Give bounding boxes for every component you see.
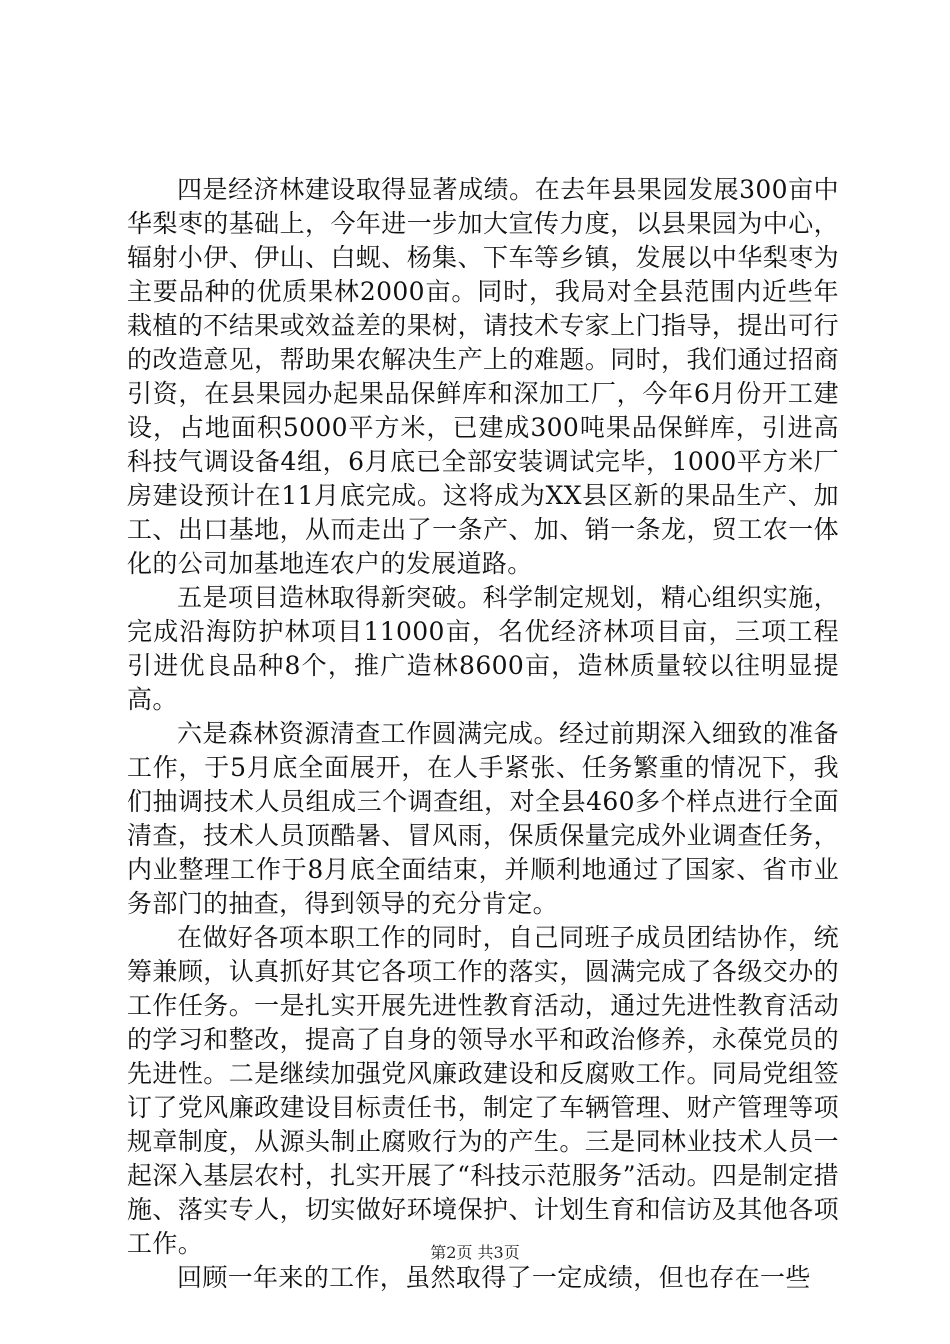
paragraph-project-afforestation: 五是项目造林取得新突破。科学制定规划，精心组织实施，完成沿海防护林项目11000亩，名优经济林项目亩，三项工程引进优良品种8个，推广造林8600亩，造林质量较以往明显提高。 xyxy=(127,583,839,714)
paragraph-forest-inventory: 六是森林资源清查工作圆满完成。经过前期深入细致的准备工作，于5月底全面展开，在人手紧张、任务繁重的情况下，我们抽调技术人员组成三个调查组，对全县460多个样点进行全面清查，技术人员顶酷暑、冒风雨，保质保量完成外业调查任务，内业整理工作于8月底全面结束，并顺利地通过了国家、省市业务部门的抽查，得到领导的充分肯定。 xyxy=(127,719,839,918)
document-body xyxy=(127,173,839,1295)
paragraph-review: 回顾一年来的工作，虽然取得了一定成绩，但也存在一些 xyxy=(177,1263,811,1292)
paragraph-other-work: 在做好各项本职工作的同时，自己同班子成员团结协作，统筹兼顾，认真抓好其它各项工作的落实，圆满完成了各级交办的工作任务。一是扎实开展先进性教育活动，通过先进性教育活动的学习和整改，提高了自身的领导水平和政治修养，永葆党员的先进性。二是继续加强党风廉政建设和反腐败工作。同局党组签订了党风廉政建设目标责任书，制定了车辆管理、财产管理等项规章制度，从源头制止腐败行为的产生。三是同林业技术人员一起深入基层农村，扎实开展了“科技示范服务”活动。四是制定措施、落实专人，切实做好环境保护、计划生育和信访及其他各项工作。 xyxy=(127,923,839,1258)
paragraph-economic-forest: 四是经济林建设取得显著成绩。在去年县果园发展300亩中华梨枣的基础上，今年进一步加大宣传力度，以县果园为中心，辐射小伊、伊山、白蚬、杨集、下车等乡镇，发展以中华梨枣为主要品种的优质果林2000亩。同时，我局对全县范围内近些年栽植的不结果或效益差的果树，请技术专家上门指导，提出可行的改造意见，帮助果农解决生产上的难题。同时，我们通过招商引资，在县果园办起果品保鲜库和深加工厂，今年6月份开工建设，占地面积5000平方米，已建成300吨果品保鲜库，引进高科技气调设备4组，6月底已全部安装调试完毕，1000平方米厂房建设预计在11月底完成。这将成为XX县区新的果品生产、加工、出口基地，从而走出了一条产、加、销一条龙，贸工农一体化的公司加基地连农户的发展道路。 xyxy=(127,175,839,578)
page-footer: 第2页 共3页 xyxy=(430,1243,520,1262)
